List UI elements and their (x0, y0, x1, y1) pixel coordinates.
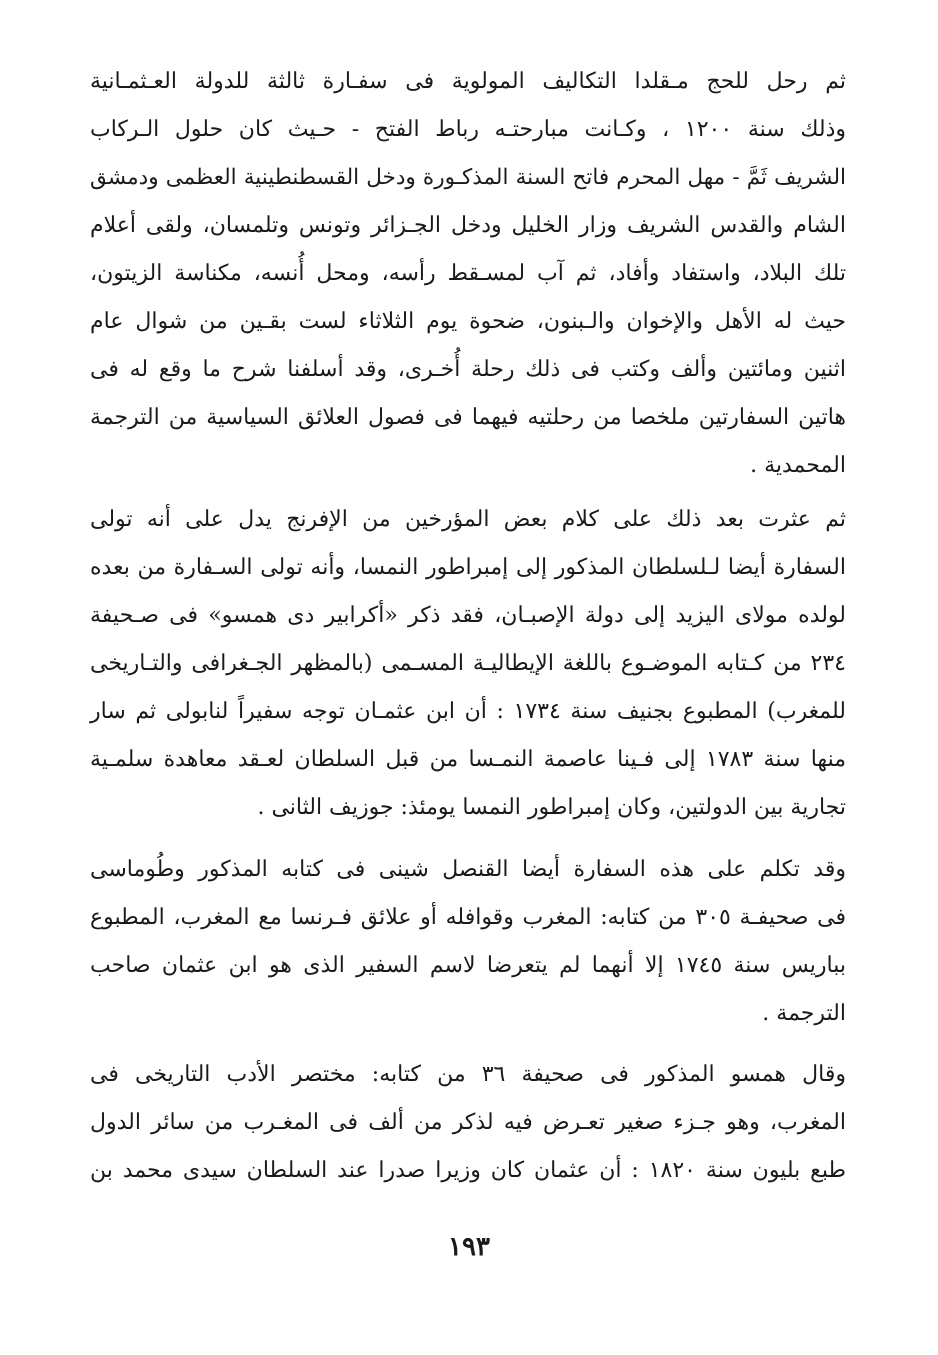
text-line: فى صحيفـة ٣٠٥ من كتابه: المغرب وقوافله أو علائق فـرنسا مع المغرب، المطبوع (90, 905, 847, 930)
text-line: اثنين ومائتين وألف وكتب فى ذلك رحلة أُخـرى، وقد أسلفنا شرح ما وقع له فى (90, 357, 846, 382)
text-line: طبع بليون سنة ١٨٢٠ : أن عثمان كان وزيرا صدرا عند السلطان سيدى محمد بن (90, 1158, 846, 1183)
paragraph-2 (90, 496, 846, 832)
text-line: وذلك سنة ١٢٠٠ ، وكـانت مبارحتـه رباط الفتح - حـيث كان حلول الـركاب (90, 117, 846, 142)
text-line: ٢٣٤ من كـتابه الموضـوع باللغة الإيطاليـة المسـمى (بالمظهر الجـغرافى والتـاريخى (90, 651, 846, 676)
text-line: حيث له الأهل والإخوان والـبنون، ضحوة يوم الثلاثاء لست بقـين من شوال عام (90, 309, 846, 334)
text-line: ثم رحل للحج مـقلدا التكاليف المولوية فى سفـارة ثالثة للدولة العـثمـانية (90, 69, 846, 94)
text-line: وقد تكلم على هذه السفارة أيضا القنصل شينى فى كتابه المذكور وطُوماسى (90, 857, 846, 882)
text-line: الشريف ثَمَّ - مهل المحرم فاتح السنة المذكـورة ودخل القسطنطينية العظمى ودمشق (90, 165, 846, 190)
text-line: الشام والقدس الشريف وزار الخليل ودخل الجـزائر وتونس وتلمسان، ولقى أعلام (90, 213, 846, 238)
text-line: للمغرب) المطبوع بجنيف سنة ١٧٣٤ : أن ابن عثمـان توجه سفيراً لنابولى ثم سار (90, 699, 846, 724)
text-line: تجارية بين الدولتين، وكان إمبراطور النمسا يومئذ: جوزيف الثانى . (257, 795, 846, 820)
text-line: منها سنة ١٧٨٣ إلى فـينا عاصمة النمـسا من قبل السلطان لعـقد معاهدة سلمـية (90, 747, 846, 772)
text-line: المغرب، وهو جـزء صغير تعـرض فيه لذكر من ألف فى المغـرب من سائر الدول (90, 1110, 846, 1135)
paragraph-3 (90, 846, 846, 1038)
paragraph-4 (90, 1051, 846, 1195)
page-number: ١٩٣ (448, 1232, 490, 1262)
text-line: وقال همسو المذكور فى صحيفة ٣٦ من كتابه: مختصر الأدب التاريخى فى (90, 1062, 846, 1087)
text-line: هاتين السفارتين ملخصا من رحلتيه فيهما فى فصول العلائق السياسية من الترجمة (90, 405, 847, 430)
text-line: السفارة أيضا لـلسلطان المذكور إلى إمبراطور النمسا، وأنه تولى السـفارة من بعده (90, 555, 846, 580)
text-line: بباريس سنة ١٧٤٥ إلا أنهما لم يتعرضا لاسم السفير الذى هو ابن عثمان صاحب (90, 953, 846, 978)
text-line: الترجمة . (762, 1001, 846, 1026)
text-line: لولده مولاى اليزيد إلى دولة الإصبـان، فقد ذكر «أكرابير دى همسو» فى صـحيفة (90, 603, 846, 628)
text-line: ثم عثرت بعد ذلك على كلام بعض المؤرخين من الإفرنج يدل على أنه تولى (90, 507, 846, 532)
text-line: المحمدية . (750, 453, 846, 478)
text-line: تلك البلاد، واستفاد وأفاد، ثم آب لمسـقط رأسه، ومحل أُنسه، مكناسة الزيتون، (90, 261, 846, 286)
paragraph-1 (90, 58, 846, 490)
